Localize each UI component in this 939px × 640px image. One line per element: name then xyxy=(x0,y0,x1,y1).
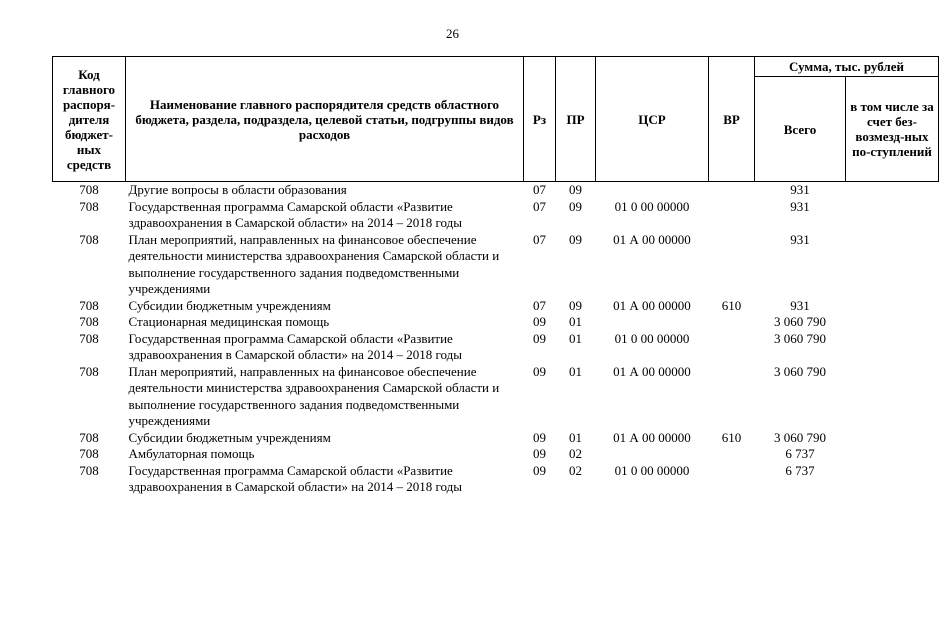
cell-name: Субсидии бюджетным учреждениям xyxy=(128,429,331,445)
cell-vr xyxy=(709,463,755,496)
table-row xyxy=(53,298,939,315)
cell-rz: 09 xyxy=(533,314,546,329)
cell-name: План мероприятий, направленных на финансовое обеспечение деятельности министерства здравоохранения Самарской области и выполнение государственного задания подведомственными учреждениями xyxy=(128,231,500,296)
cell-total: 931 xyxy=(790,297,810,313)
table-row xyxy=(53,430,939,447)
cell-code: 708 xyxy=(79,198,99,214)
cell-name: Другие вопросы в области образования xyxy=(128,182,347,197)
table-row xyxy=(53,331,939,364)
page-number: 26 xyxy=(446,26,459,41)
cell-pr: 01 xyxy=(569,314,582,329)
cell-total: 931 xyxy=(790,182,810,197)
cell-csr: 01 0 00 00000 xyxy=(614,330,690,346)
table-row xyxy=(53,182,939,199)
cell-vr: 610 xyxy=(721,429,742,445)
cell-code: 708 xyxy=(79,446,99,461)
table-body xyxy=(53,182,939,496)
header-rz: Рз xyxy=(524,57,556,182)
cell-pr: 09 xyxy=(569,182,582,197)
cell-total: 3 060 790 xyxy=(774,330,826,346)
cell-code: 708 xyxy=(79,330,99,346)
cell-name: Субсидии бюджетным учреждениям xyxy=(128,297,331,313)
table-row xyxy=(53,446,939,463)
cell-vr xyxy=(709,364,755,430)
cell-code: 708 xyxy=(79,462,99,478)
cell-csr: 01 А 00 00000 xyxy=(613,429,691,445)
cell-pr: 09 xyxy=(569,297,582,313)
cell-pr: 01 xyxy=(569,429,582,445)
cell-free xyxy=(846,446,939,463)
cell-csr xyxy=(596,446,709,463)
cell-total: 6 737 xyxy=(785,446,815,461)
header-sum-free: в том числе за счет без-возмезд-ных по-ступлений xyxy=(846,77,939,182)
cell-name: План мероприятий, направленных на финансовое обеспечение деятельности министерства здравоохранения Самарской области и выполнение государственного задания подведомственными учреждениями xyxy=(128,363,500,428)
table-row xyxy=(53,314,939,331)
cell-name: Государственная программа Самарской области «Развитие здравоохранения в Самарской области» на 2014 – 2018 годы xyxy=(128,330,462,362)
cell-code: 708 xyxy=(79,314,99,329)
cell-free xyxy=(846,298,939,315)
table-header xyxy=(53,57,939,182)
cell-csr: 01 0 00 00000 xyxy=(614,462,690,478)
header-pr: ПР xyxy=(556,57,596,182)
cell-free xyxy=(846,232,939,298)
cell-vr xyxy=(709,232,755,298)
cell-rz: 09 xyxy=(533,330,546,346)
cell-total: 3 060 790 xyxy=(774,363,826,379)
header-vr: ВР xyxy=(709,57,755,182)
header-code: Код главного распоря-дителя бюджет-ных средств xyxy=(53,57,126,182)
cell-vr: 610 xyxy=(721,297,742,313)
cell-free xyxy=(846,199,939,232)
cell-vr xyxy=(709,314,755,331)
table-row xyxy=(53,199,939,232)
cell-vr xyxy=(709,182,755,199)
cell-code: 708 xyxy=(79,363,99,379)
cell-free xyxy=(846,430,939,447)
cell-name: Амбулаторная помощь xyxy=(128,446,255,461)
cell-free xyxy=(846,331,939,364)
budget-table xyxy=(52,56,939,496)
cell-vr xyxy=(709,331,755,364)
table-row xyxy=(53,232,939,298)
cell-name: Стационарная медицинская помощь xyxy=(128,314,330,329)
header-sum-total: Всего xyxy=(755,77,846,182)
cell-csr: 01 0 00 00000 xyxy=(614,198,690,214)
cell-free xyxy=(846,314,939,331)
cell-name: Государственная программа Самарской области «Развитие здравоохранения в Самарской области» на 2014 – 2018 годы xyxy=(128,198,462,230)
cell-pr: 02 xyxy=(569,462,582,478)
cell-name: Государственная программа Самарской области «Развитие здравоохранения в Самарской области» на 2014 – 2018 годы xyxy=(128,462,462,494)
cell-code: 708 xyxy=(79,182,99,197)
cell-csr: 01 А 00 00000 xyxy=(613,231,691,247)
cell-total: 3 060 790 xyxy=(774,429,826,445)
cell-rz: 07 xyxy=(533,182,546,197)
cell-csr xyxy=(596,182,709,199)
cell-code: 708 xyxy=(79,231,99,247)
cell-pr: 01 xyxy=(569,330,582,346)
cell-rz: 09 xyxy=(533,429,546,445)
cell-rz: 07 xyxy=(533,198,546,214)
cell-free xyxy=(846,463,939,496)
cell-code: 708 xyxy=(79,297,99,313)
header-csr: ЦСР xyxy=(596,57,709,182)
cell-total: 931 xyxy=(790,231,810,247)
cell-code: 708 xyxy=(79,429,99,445)
cell-pr: 09 xyxy=(569,231,582,247)
cell-vr xyxy=(709,446,755,463)
cell-pr: 01 xyxy=(569,363,582,379)
cell-total: 3 060 790 xyxy=(774,314,826,329)
cell-rz: 09 xyxy=(533,462,546,478)
cell-total: 6 737 xyxy=(785,462,815,478)
header-name: Наименование главного распорядителя средств областного бюджета, раздела, подраздела, целевой статьи, подгруппы видов расходов xyxy=(126,57,524,182)
cell-rz: 07 xyxy=(533,297,546,313)
cell-rz: 07 xyxy=(533,231,546,247)
cell-pr: 09 xyxy=(569,198,582,214)
cell-vr xyxy=(709,199,755,232)
cell-rz: 09 xyxy=(533,363,546,379)
cell-csr: 01 А 00 00000 xyxy=(613,363,691,379)
cell-rz: 09 xyxy=(533,446,546,461)
cell-csr xyxy=(596,314,709,331)
header-sum-group: Сумма, тыс. рублей xyxy=(755,57,939,77)
cell-free xyxy=(846,364,939,430)
cell-csr: 01 А 00 00000 xyxy=(613,297,691,313)
cell-free xyxy=(846,182,939,199)
table-row xyxy=(53,364,939,430)
cell-total: 931 xyxy=(790,198,810,214)
cell-pr: 02 xyxy=(569,446,582,461)
table-row xyxy=(53,463,939,496)
